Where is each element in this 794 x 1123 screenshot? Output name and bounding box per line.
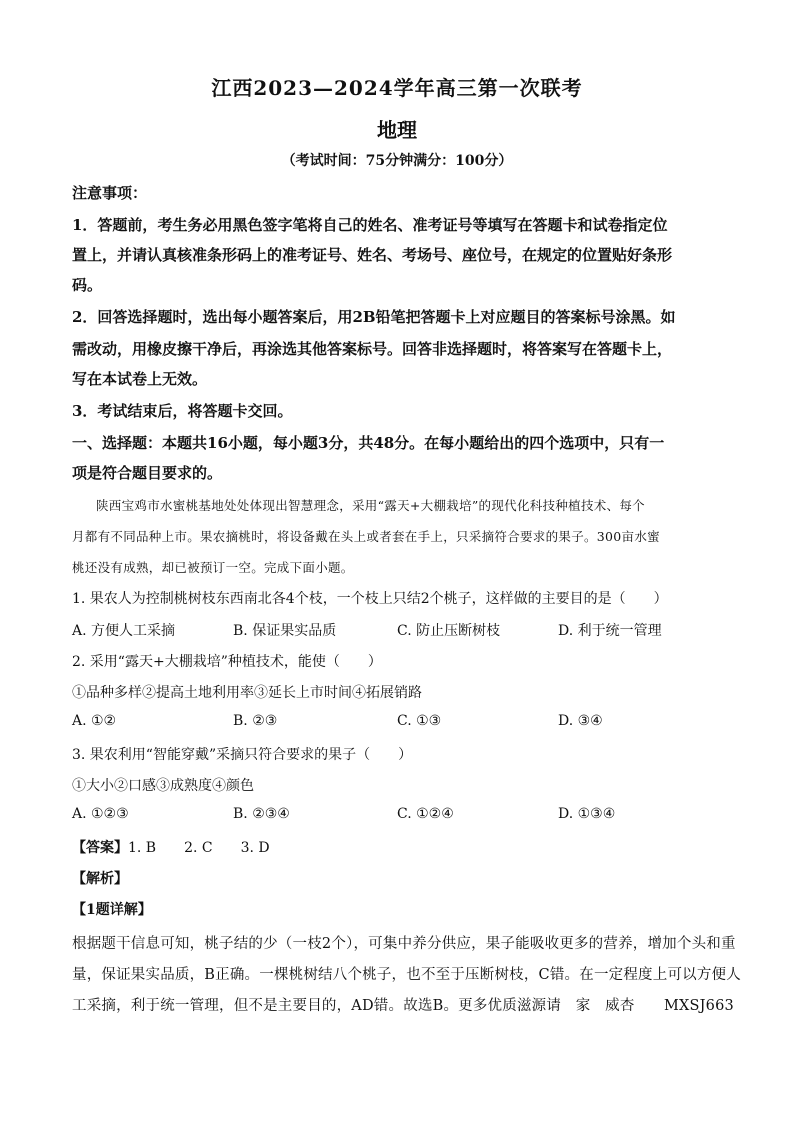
analysis-label: 【解析】 (72, 871, 128, 887)
option-c: C. 防止压断树枝 (397, 623, 501, 639)
section-heading: 一、选择题：本题共16小题，每小题3分，共48分。在每小题给出的四个选项中，只有一 (72, 434, 665, 452)
question-choices: ①品种多样②提高土地利用率③延长上市时间④拓展销路 (72, 685, 422, 701)
passage-line: 陕西宝鸡市水蜜桃基地处处体现出智慧理念，采用“露天+大棚栽培”的现代化科技种植技术、每个 (96, 498, 645, 513)
notice-line: 1．答题前，考生务必用黑色签字笔将自己的姓名、准考证号等填写在答题卡和试卷指定位 (72, 216, 668, 234)
option-b: B. ②③④ (233, 806, 290, 822)
notice-line: 置上，并请认真核准条形码上的准考证号、姓名、考场号、座位号，在规定的位置贴好条形 (72, 246, 673, 264)
analysis-line: 量，保证果实品质，B正确。一棵桃树结八个桃子，也不至于压断树枝，C错。在一定程度上可以方便人 (72, 967, 741, 983)
section-heading: 项是符合题目要求的。 (72, 464, 223, 482)
option-d: D. 利于统一管理 (558, 623, 662, 639)
exam-info: （考试时间：75分钟满分：100分） (281, 153, 513, 169)
passage-line: 桃还没有成熟，却已被预订一空。完成下面小题。 (72, 560, 354, 575)
question-stem: 3. 果农利用“智能穿戴”采摘只符合要求的果子（ ） (72, 747, 413, 763)
option-d: D. ①③④ (558, 806, 616, 822)
option-d: D. ③④ (558, 713, 603, 729)
question-stem: 1. 果农人为控制桃树枝东西南北各4个枝，一个枝上只结2个桃子，这样做的主要目的是（ ） (72, 591, 668, 607)
option-c: C. ①②④ (397, 806, 454, 822)
notice-line: 写在本试卷上无效。 (72, 370, 208, 388)
option-c: C. ①③ (397, 713, 442, 729)
notice-line: 3．考试结束后，将答题卡交回。 (72, 402, 293, 420)
detail-label: 【1题详解】 (72, 902, 152, 918)
option-a: A. 方便人工采摘 (72, 623, 176, 639)
notice-line: 需改动，用橡皮擦干净后，再涂选其他答案标号。回答非选择题时，将答案写在答题卡上， (72, 340, 673, 358)
exam-title: 江西2023—2024学年高三第一次联考 (211, 76, 583, 100)
option-a: A. ①②③ (72, 806, 129, 822)
option-b: B. ②③ (233, 713, 278, 729)
option-a: A. ①② (72, 713, 117, 729)
answer-label: 【答案】 (72, 840, 128, 856)
analysis-line: 工采摘，利于统一管理，但不是主要目的，AD错。故选B。更多优质滋源请 家 威杏 MXSJ663 (72, 998, 734, 1014)
question-choices: ①大小②口感③成熟度④颜色 (72, 778, 254, 794)
option-b: B. 保证果实品质 (233, 623, 337, 639)
subject-title: 地理 (377, 118, 417, 142)
notice-heading: 注意事项： (72, 184, 148, 202)
notice-line: 码。 (72, 276, 103, 294)
analysis-line: 根据题干信息可知，桃子结的少（一枝2个），可集中养分供应，果子能吸收更多的营养，增加个头和重 (72, 936, 736, 952)
notice-line: 2．回答选择题时，选出每小题答案后，用2B铅笔把答题卡上对应题目的答案标号涂黑。如 (72, 308, 676, 326)
answer-values: 1. B 2. C 3. D (128, 840, 270, 856)
question-stem: 2. 采用“露天+大棚栽培”种植技术，能使（ ） (72, 654, 382, 670)
answer-line (72, 837, 722, 857)
passage-line: 月都有不同品种上市。果农摘桃时，将设备戴在头上或者套在手上，只采摘符合要求的果子。300亩水蜜 (72, 529, 660, 544)
